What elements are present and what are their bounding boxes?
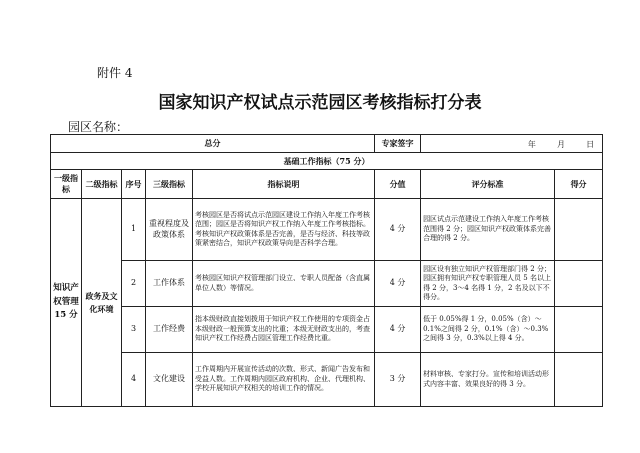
row-level3: 重视程度及政策体系 xyxy=(146,199,193,261)
row-score-cell[interactable] xyxy=(555,199,603,261)
header-level3: 三级指标 xyxy=(146,170,193,199)
scoring-table xyxy=(50,134,603,407)
date-month: 月 xyxy=(556,140,565,150)
row-seq: 2 xyxy=(122,261,146,307)
section-header: 基础工作指标（75 分） xyxy=(51,153,603,170)
table-row xyxy=(51,353,603,407)
row-seq: 3 xyxy=(122,307,146,353)
date-year: 年 xyxy=(527,140,536,150)
row-criteria: 低于 0.05%得 1 分，0.05%（含）～0.1%之间得 2 分，0.1%（含）～0.3%之间得 3 分，0.3%以上得 4 分。 xyxy=(421,307,555,353)
expert-sign-label: 专家签字 xyxy=(375,135,421,153)
header-criteria: 评分标准 xyxy=(421,170,555,199)
date-day: 日 xyxy=(586,140,595,150)
header-level2: 二级指标 xyxy=(82,170,122,199)
row-seq: 1 xyxy=(122,199,146,261)
row-score-cell[interactable] xyxy=(555,353,603,407)
level2-indicator: 政务及文化环境 xyxy=(82,199,122,407)
row-points: 3 分 xyxy=(375,353,421,407)
row-points: 4 分 xyxy=(375,307,421,353)
header-seq: 序号 xyxy=(122,170,146,199)
row-desc: 考核园区知识产权管理部门设立、专职人员配备（含直属单位人数）等情况。 xyxy=(193,261,375,307)
row-desc: 指本级财政直接划拨用于知识产权工作使用的专项资金占本级财政一般预算支出的比重；本级无财政支出的，考查知识产权工作经费占园区管理工作经费比重。 xyxy=(193,307,375,353)
expert-sign-date[interactable] xyxy=(421,135,603,153)
table-row xyxy=(51,261,603,307)
row-criteria: 园区设有独立知识产权管理部门得 2 分；园区拥有知识产权专职管理人员 5 名以上得 2 分，3～4 名得 1 分，2 名及以下不得分。 xyxy=(421,261,555,307)
column-header-row xyxy=(51,170,603,199)
table-row xyxy=(51,199,603,261)
row-points: 4 分 xyxy=(375,199,421,261)
row-level3: 工作体系 xyxy=(146,261,193,307)
row-level3: 文化建设 xyxy=(146,353,193,407)
document-title: 国家知识产权试点示范园区考核指标打分表 xyxy=(158,93,482,113)
row-desc: 工作周期内开展宣传活动的次数、形式、新闻广告发布和受益人数。工作周期内园区政府机构、企业、代理机构、学校开展知识产权相关的培训工作的情况。 xyxy=(193,353,375,407)
section-header-row xyxy=(51,153,603,170)
park-name-label: 园区名称： xyxy=(68,120,129,134)
row-desc: 考核园区是否将试点示范园区建设工作纳入年度工作考核范围；园区是否将知识产权工作纳入年度工作考核指标。考核知识产权政策体系是否完善，是否与经济、科技等政策紧密结合，知识产权政策导向是否科学合理。 xyxy=(193,199,375,261)
row-seq: 4 xyxy=(122,353,146,407)
row-points: 4 分 xyxy=(375,261,421,307)
row-score-cell[interactable] xyxy=(555,307,603,353)
header-desc: 指标说明 xyxy=(193,170,375,199)
row-score-cell[interactable] xyxy=(555,261,603,307)
header-points: 分值 xyxy=(375,170,421,199)
summary-row xyxy=(51,135,603,153)
row-criteria: 材料审核、专家打分。宣传和培训活动形式内容丰富、效果良好的得 3 分。 xyxy=(421,353,555,407)
header-level1: 一级指标 xyxy=(51,170,82,199)
table-row xyxy=(51,307,603,353)
total-score-label: 总分 xyxy=(51,135,375,153)
row-level3: 工作经费 xyxy=(146,307,193,353)
row-criteria: 园区试点示范建设工作纳入年度工作考核范围得 2 分；园区知识产权政策体系完善合理的得 2 分。 xyxy=(421,199,555,261)
header-score: 得分 xyxy=(555,170,603,199)
level1-indicator: 知识产权管理 15 分 xyxy=(51,199,82,407)
annex-label: 附件 4 xyxy=(97,66,133,80)
